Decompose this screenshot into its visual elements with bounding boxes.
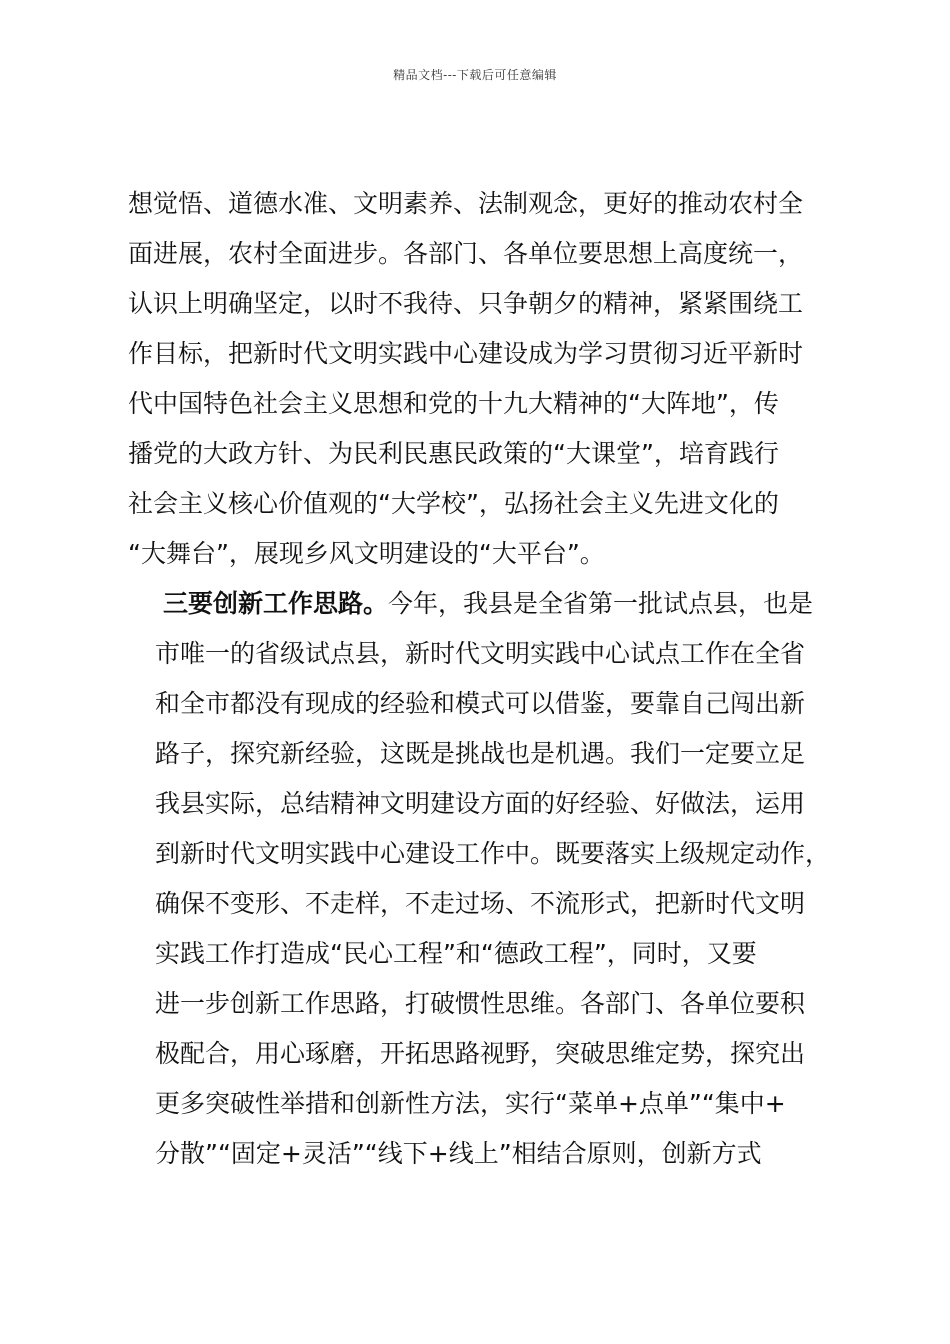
text-line: 作目标，把新时代文明实践中心建设成为学习贯彻习近平新时 <box>128 339 804 368</box>
text-line: 播党的大政方针、为民利民惠民政策的“大课堂”，培育践行 <box>128 439 779 468</box>
section-heading: 三要创新工作思路。 <box>163 589 389 618</box>
text-line: 进一步创新工作思路，打破惯性思维。各部门、各单位要积 <box>155 989 806 1018</box>
text-line: 更多突破性举措和创新性方法，实行“菜单+点单”“集中+ <box>155 1089 786 1118</box>
text-line: 实践工作打造成“民心工程”和“德政工程”，同时，又要 <box>155 939 757 968</box>
text-line: “大舞台”，展现乡风文明建设的“大平台”。 <box>128 539 605 568</box>
text-line: 市唯一的省级试点县，新时代文明实践中心试点工作在全省 <box>155 639 806 668</box>
text-line: 确保不变形、不走样，不走过场、不流形式，把新时代文明 <box>155 889 806 918</box>
text-line: 分散”“固定+灵活”“线下+线上”相结合原则，创新方式 <box>155 1139 762 1168</box>
text-line: 认识上明确坚定，以时不我待、只争朝夕的精神，紧紧围绕工 <box>128 289 804 318</box>
text-line: 到新时代文明实践中心建设工作中。既要落实上级规定动作， <box>155 839 831 868</box>
paragraph-first-line <box>163 589 813 619</box>
text-line: 我县实际，总结精神文明建设方面的好经验、好做法，运用 <box>155 789 806 818</box>
page-header: 精品文档---下载后可任意编辑 <box>393 68 557 82</box>
text-line: 面进展，农村全面进步。各部门、各单位要思想上高度统一， <box>128 239 804 268</box>
text-line: 社会主义核心价值观的“大学校”，弘扬社会主义先进文化的 <box>128 489 779 518</box>
text-run: 今年，我县是全省第一批试点县，也是 <box>388 589 814 618</box>
text-line: 路子，探究新经验，这既是挑战也是机遇。我们一定要立足 <box>155 739 806 768</box>
text-line: 想觉悟、道德水准、文明素养、法制观念，更好的推动农村全 <box>128 189 804 218</box>
text-line: 极配合，用心琢磨，开拓思路视野，突破思维定势，探究出 <box>155 1039 806 1068</box>
text-line: 代中国特色社会主义思想和党的十九大精神的“大阵地”，传 <box>128 389 779 418</box>
text-line: 和全市都没有现成的经验和模式可以借鉴，要靠自己闯出新 <box>155 689 806 718</box>
